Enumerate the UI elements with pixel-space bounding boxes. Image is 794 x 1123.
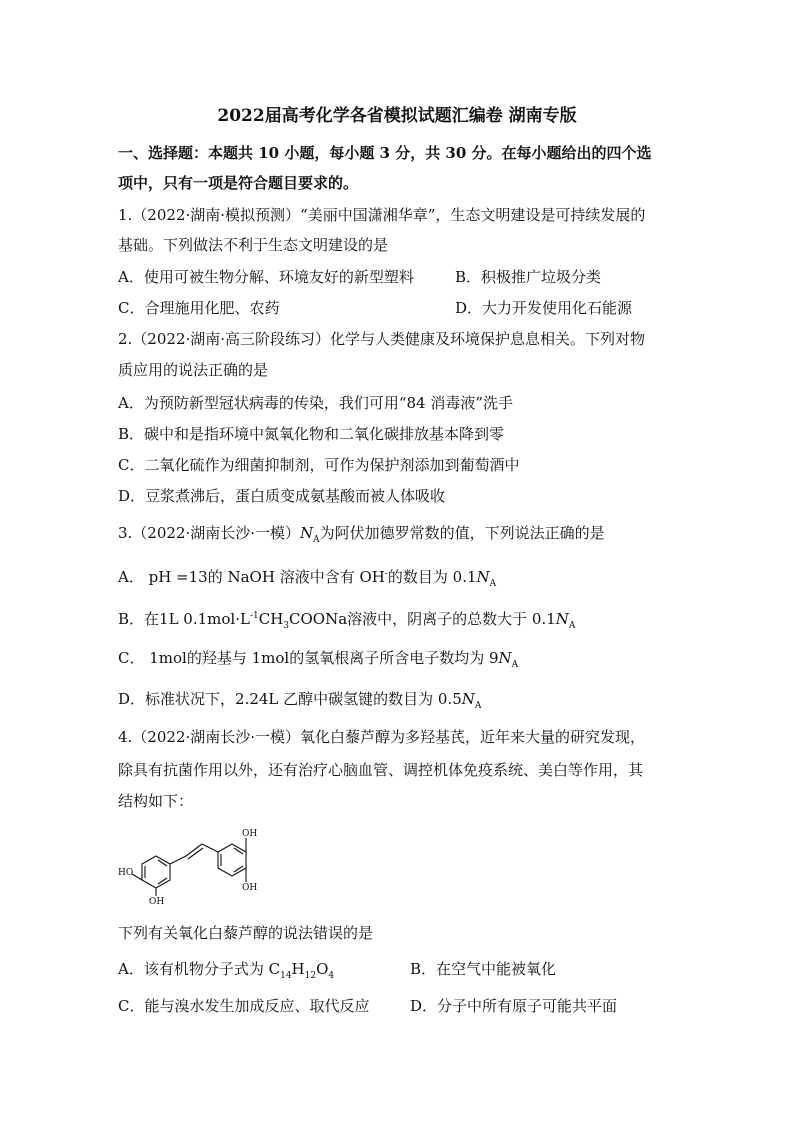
- q3-option-c-na-sub: A: [511, 660, 519, 670]
- q1-option-b: B．积极推广垃圾分类: [455, 268, 602, 286]
- q4-option-a-sub1: 14: [280, 971, 292, 981]
- section-heading-line1: 一、选择题：本题共 10 小题，每小题 3 分，共 30 分。在每小题给出的四个选: [118, 144, 652, 162]
- mol-label-oh-top: OH: [242, 829, 258, 839]
- section-heading-line2: 项中，只有一项是符合题目要求的。: [118, 174, 359, 192]
- q3-option-b-sub: 3: [283, 621, 290, 631]
- q3-stem: [118, 522, 605, 551]
- q3-option-b-text: B．在1L 0.1mol·L: [118, 610, 250, 628]
- q4-option-a-text: A．该有机物分子式为 C: [118, 960, 281, 978]
- mol-label-ho-left: HO: [118, 868, 134, 878]
- q1-option-c: C．合理施用化肥、农药: [118, 299, 280, 317]
- q4-option-c: C．能与溴水发生加成反应、取代反应: [118, 997, 370, 1015]
- q4-question: 下列有关氧化白藜芦醇的说法错误的是: [118, 924, 374, 942]
- q3-option-a-sup: -: [384, 569, 388, 579]
- q3-stem-post: 为阿伏加德罗常数的值，下列说法正确的是: [319, 524, 605, 542]
- q3-option-a-na-sub: A: [489, 579, 497, 589]
- q3-stem-pre: 3.（2022·湖南长沙·一模）: [118, 524, 301, 542]
- q4-option-b: B．在空气中能被氧化: [410, 960, 557, 978]
- q3-option-c: [118, 647, 518, 676]
- q3-na-subscript: A: [313, 535, 320, 545]
- q4-option-d: D．分子中所有原子可能共平面: [410, 997, 618, 1015]
- q4-option-a: [118, 958, 334, 987]
- mol-label-oh-bottom-left: OH: [149, 897, 165, 906]
- q2-stem-line1: 2.（2022·湖南·高三阶段练习）化学与人类健康及环境保护息息相关。下列对物: [118, 330, 646, 348]
- q3-option-d-na-sub: A: [474, 701, 482, 711]
- q3-option-b-sup: -1: [249, 611, 259, 621]
- q3-option-a: [118, 563, 496, 595]
- q2-option-c: C．二氧化硫作为细菌抑制剂，可作为保护剂添加到葡萄酒中: [118, 456, 520, 474]
- q1-stem-line1: 1.（2022·湖南·模拟预测）“美丽中国潇湘华章”，生态文明建设是可持续发展的: [118, 206, 646, 224]
- q3-option-a-na: N: [476, 568, 490, 586]
- q4-option-a-sub2: 12: [304, 971, 317, 981]
- mol-label-oh-bottom-right: OH: [242, 883, 258, 893]
- q2-option-d: D．豆浆煮沸后，蛋白质变成氨基酸而被人体吸收: [118, 487, 446, 505]
- q1-option-a: A．使用可被生物分解、环境友好的新型塑料: [118, 268, 414, 286]
- q4-option-a-o: O: [316, 960, 329, 978]
- q1-option-d: D．大力开发使用化石能源: [455, 299, 633, 317]
- q3-option-b-mid: CH: [258, 610, 284, 628]
- q1-stem-line2: 基础。下列做法不利于生态文明建设的是: [118, 236, 389, 254]
- q3-option-d-na: N: [461, 690, 475, 708]
- q3-option-c-text: C． 1mol的羟基与 1mol的氢氧根离子所含电子数均为 9: [118, 649, 499, 667]
- q2-stem-line2: 质应用的说法正确的是: [118, 361, 269, 379]
- q4-option-a-h: H: [291, 960, 305, 978]
- q4-stem-line3: 结构如下：: [118, 792, 194, 810]
- q3-na-symbol: N: [300, 524, 314, 542]
- q4-option-a-sub3: 4: [328, 971, 335, 981]
- q2-option-a: A．为预防新型冠状病毒的传染，我们可用“84 消毒液”洗手: [118, 394, 514, 412]
- q3-option-d-text: D．标准状况下，2.24L 乙醇中碳氢键的数目为 0.5: [118, 690, 462, 708]
- q3-option-c-na: N: [498, 649, 512, 667]
- q4-stem-line2: 除具有抗菌作用以外，还有治疗心脑血管、调控机体免疫系统、美白等作用，其: [118, 761, 644, 779]
- oxyresveratrol-structure: [118, 826, 278, 906]
- q3-option-a-post: 的数目为 0.1: [387, 568, 477, 586]
- q3-option-b: [118, 605, 575, 637]
- page-title: 2022届高考化学各省模拟试题汇编卷 湖南专版: [217, 106, 577, 126]
- q3-option-a-text: A． pH =13的 NaOH 溶液中含有 OH: [118, 568, 385, 586]
- q4-stem-line1: 4.（2022·湖南长沙·一模）氧化白藜芦醇为多羟基芪，近年来大量的研究发现，: [118, 728, 646, 746]
- q3-option-b-na-sub: A: [568, 621, 576, 631]
- q3-option-d: [118, 688, 481, 717]
- q3-option-b-na: N: [555, 610, 569, 628]
- q2-option-b: B．碳中和是指环境中氮氧化物和二氧化碳排放基本降到零: [118, 425, 505, 443]
- q3-option-b-post: COONa溶液中，阴离子的总数大于 0.1: [289, 610, 556, 628]
